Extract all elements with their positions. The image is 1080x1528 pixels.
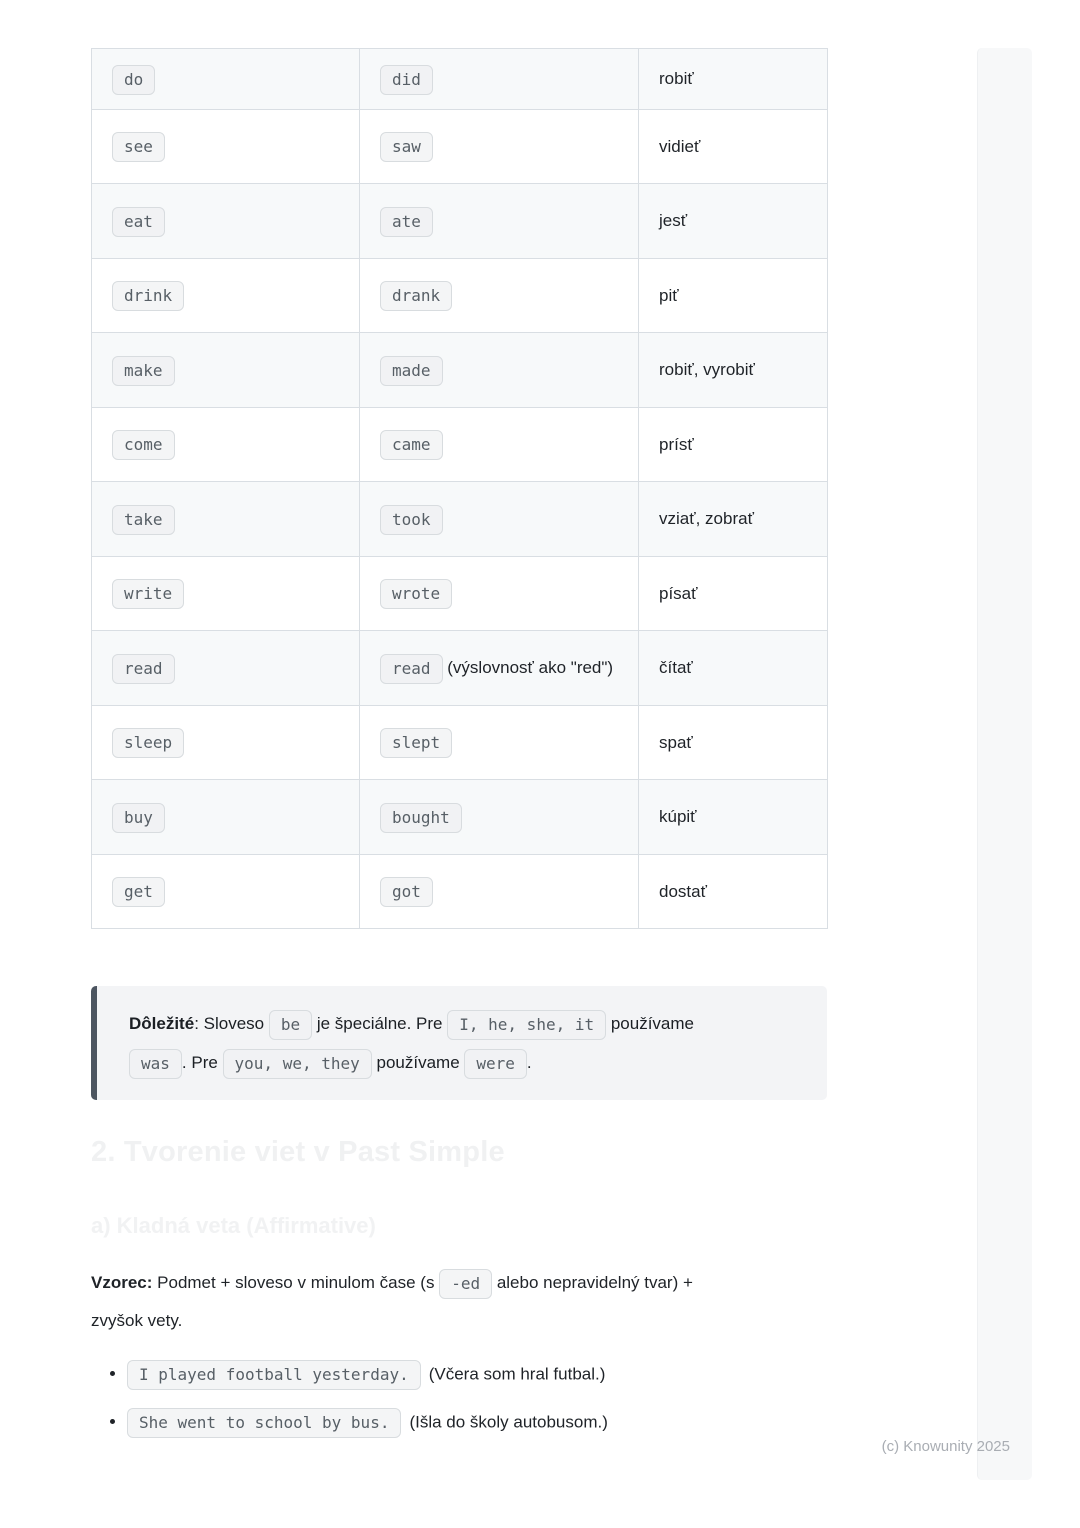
document-content [91,48,827,1432]
note-label: Dôležité [129,1014,195,1033]
base-form-cell [92,854,360,929]
formula-text: zvyšok vety. [91,1311,183,1330]
inline-code: eat [112,207,165,237]
scrollbar-track[interactable] [977,48,1032,1480]
base-form-cell [92,631,360,706]
irregular-verbs-table [91,48,828,929]
verb-row [92,631,828,706]
past-form-cell [360,780,639,855]
inline-code: write [112,579,184,609]
note-text: používame [606,1014,694,1033]
inline-code: read [380,654,443,684]
translation-cell: robiť, vyrobiť [639,333,828,408]
base-form-cell [92,705,360,780]
verb-row [92,184,828,259]
verb-row [92,109,828,184]
translation-cell: dostať [639,854,828,929]
inline-code: sleep [112,728,184,758]
inline-code: took [380,505,443,535]
verb-row [92,49,828,110]
verb-row [92,854,828,929]
inline-code: came [380,430,443,460]
formula-text: alebo nepravidelný tvar) + [492,1273,693,1292]
translation-cell: jesť [639,184,828,259]
formula-label: Vzorec: [91,1273,153,1292]
inline-code: drank [380,281,452,311]
base-form-cell [92,109,360,184]
example-item [127,1360,845,1390]
base-form-cell [92,333,360,408]
pronunciation-note: (výslovnosť ako "red") [442,658,614,678]
inline-code: made [380,356,443,386]
past-form-cell [360,705,639,780]
past-form-cell [360,109,639,184]
inline-code: see [112,132,165,162]
formula-paragraph [91,1264,836,1340]
subsection-heading-faded: a) Kladná veta (Affirmative) [91,1213,376,1238]
inline-code: come [112,430,175,460]
inline-code: do [112,65,155,95]
past-form-cell [360,854,639,929]
translation-cell: čítať [639,631,828,706]
past-form-cell [360,556,639,631]
translation-cell: kúpiť [639,780,828,855]
inline-code: wrote [380,579,452,609]
inline-code: were [464,1049,527,1079]
note-text: používame [371,1053,465,1072]
past-form-cell [360,333,639,408]
inline-code: -ed [439,1269,492,1299]
verb-row [92,333,828,408]
translation-cell: vidieť [639,109,828,184]
inline-code: She went to school by bus. [127,1408,401,1438]
translation-cell: vziať, zobrať [639,482,828,557]
note-text: je špeciálne. Pre [312,1014,448,1033]
inline-code: bought [380,803,462,833]
inline-code: was [129,1049,182,1079]
inline-code: you, we, they [223,1049,372,1079]
inline-code: be [269,1010,312,1040]
note-text: : Sloveso [194,1014,269,1033]
example-translation: (Išla do školy autobusom.) [409,1412,608,1432]
base-form-cell [92,556,360,631]
inline-code: drink [112,281,184,311]
past-form-cell [360,407,639,482]
inline-code: get [112,877,165,907]
past-form-cell [360,258,639,333]
past-form-cell [360,631,639,706]
example-list [105,1360,845,1456]
verbs-table-body [92,49,828,929]
verb-row [92,258,828,333]
base-form-cell [92,258,360,333]
inline-code: buy [112,803,165,833]
inline-code: did [380,65,433,95]
note-text: . Pre [181,1053,223,1072]
copyright-watermark: (c) Knowunity 2025 [881,1438,1010,1455]
base-form-cell [92,780,360,855]
inline-code: I, he, she, it [447,1010,606,1040]
inline-code: I played football yesterday. [127,1360,421,1390]
past-form-cell [360,482,639,557]
translation-cell: písať [639,556,828,631]
translation-cell: prísť [639,407,828,482]
translation-cell: spať [639,705,828,780]
verb-row [92,556,828,631]
inline-code: ate [380,207,433,237]
inline-code: make [112,356,175,386]
inline-code: slept [380,728,452,758]
inline-code: saw [380,132,433,162]
past-form-cell [360,49,639,110]
verb-row [92,780,828,855]
important-note [91,986,827,1100]
past-form-cell [360,184,639,259]
verb-row [92,407,828,482]
formula-text: Podmet + sloveso v minulom čase (s [152,1273,440,1292]
inline-code: read [112,654,175,684]
inline-code: got [380,877,433,907]
example-item [127,1408,845,1438]
base-form-cell [92,184,360,259]
translation-cell: piť [639,258,828,333]
inline-code: take [112,505,175,535]
note-text: . [526,1053,532,1072]
section-heading-faded: 2. Tvorenie viet v Past Simple [91,1136,505,1168]
example-translation: (Včera som hral futbal.) [428,1364,606,1384]
verb-row [92,705,828,780]
verb-row [92,482,828,557]
base-form-cell [92,407,360,482]
base-form-cell [92,482,360,557]
base-form-cell [92,49,360,110]
translation-cell: robiť [639,49,828,110]
